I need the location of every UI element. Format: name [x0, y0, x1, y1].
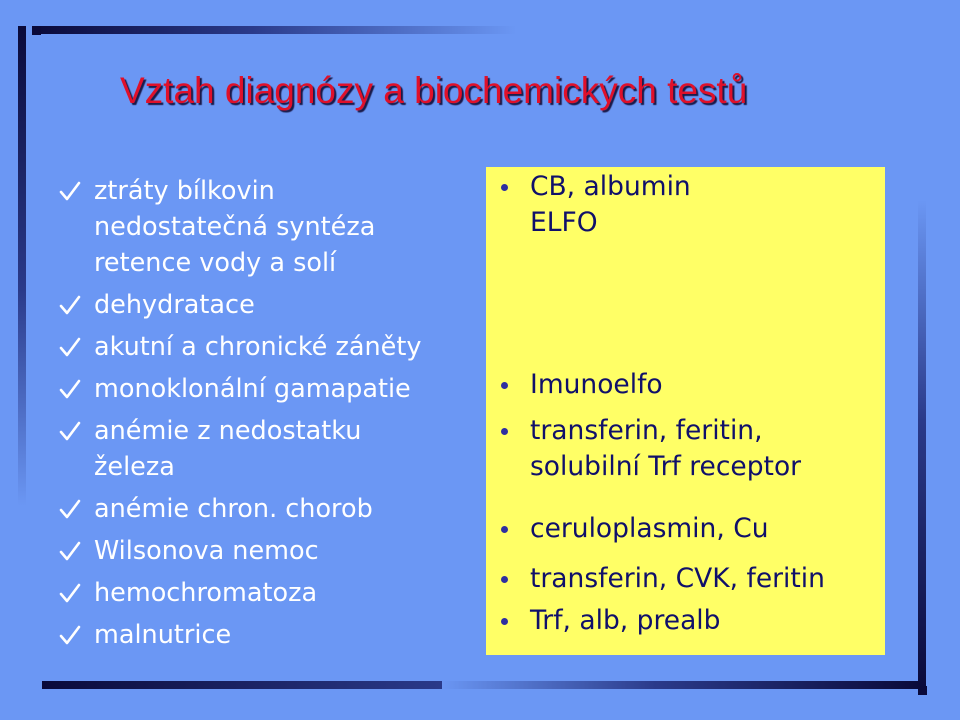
test-item — [486, 511, 885, 547]
condition-text: malnutrice — [94, 620, 232, 650]
condition-item — [56, 491, 476, 527]
condition-text: retence vody a solí — [94, 248, 337, 278]
frame-bottom-line — [440, 681, 920, 689]
test-item — [486, 561, 885, 597]
slide-title: Vztah diagnózy a biochemických testů — [120, 70, 748, 111]
tests-panel — [486, 167, 885, 655]
checkmark-icon — [59, 294, 81, 316]
condition-text: anémie z nedostatku — [94, 416, 362, 446]
bullet-icon — [501, 618, 508, 625]
bullet-icon — [501, 428, 508, 435]
checkmark-icon — [59, 498, 81, 520]
test-text: CB, albumin — [530, 171, 691, 202]
bullet-icon — [501, 382, 508, 389]
test-text: transferin, feritin, — [530, 415, 763, 446]
condition-item — [56, 287, 476, 323]
condition-text: akutní a chronické záněty — [94, 332, 422, 362]
checkmark-icon — [59, 420, 81, 442]
bullet-icon — [501, 184, 508, 191]
test-text: solubilní Trf receptor — [530, 451, 802, 482]
test-text: Trf, alb, prealb — [530, 605, 721, 636]
condition-text: anémie chron. chorob — [94, 494, 373, 524]
condition-text: monoklonální gamapatie — [94, 374, 411, 404]
checkmark-icon — [59, 582, 81, 604]
frame-bottom-line-lower — [42, 681, 442, 689]
condition-checklist — [56, 173, 476, 659]
condition-text: železa — [94, 452, 175, 482]
condition-item — [56, 173, 476, 281]
checkmark-icon — [59, 540, 81, 562]
bullet-icon — [501, 576, 508, 583]
condition-item — [56, 329, 476, 365]
condition-item — [56, 413, 476, 485]
condition-text: nedostatečná syntéza — [94, 212, 376, 242]
checkmark-icon — [59, 378, 81, 400]
frame-top-line — [36, 26, 516, 34]
test-text: ceruloplasmin, Cu — [530, 513, 769, 544]
test-text: Imunoelfo — [530, 369, 663, 400]
checkmark-icon — [59, 180, 81, 202]
condition-text: ztráty bílkovin — [94, 176, 275, 206]
test-item — [486, 413, 885, 485]
frame-corner-dot-top — [32, 26, 41, 35]
frame-left-line — [18, 26, 26, 506]
condition-item — [56, 617, 476, 653]
test-item — [486, 367, 885, 403]
test-item — [486, 169, 885, 241]
checkmark-icon — [59, 624, 81, 646]
test-text: ELFO — [530, 207, 598, 238]
condition-text: Wilsonova nemoc — [94, 536, 319, 566]
frame-right-line — [918, 200, 926, 690]
condition-item — [56, 371, 476, 407]
bullet-icon — [501, 526, 508, 533]
condition-item — [56, 575, 476, 611]
condition-item — [56, 533, 476, 569]
condition-text: hemochromatoza — [94, 578, 318, 608]
test-text: transferin, CVK, feritin — [530, 563, 825, 594]
frame-corner-dot-bottom — [918, 686, 927, 695]
test-item — [486, 603, 885, 639]
condition-text: dehydratace — [94, 290, 255, 320]
checkmark-icon — [59, 336, 81, 358]
